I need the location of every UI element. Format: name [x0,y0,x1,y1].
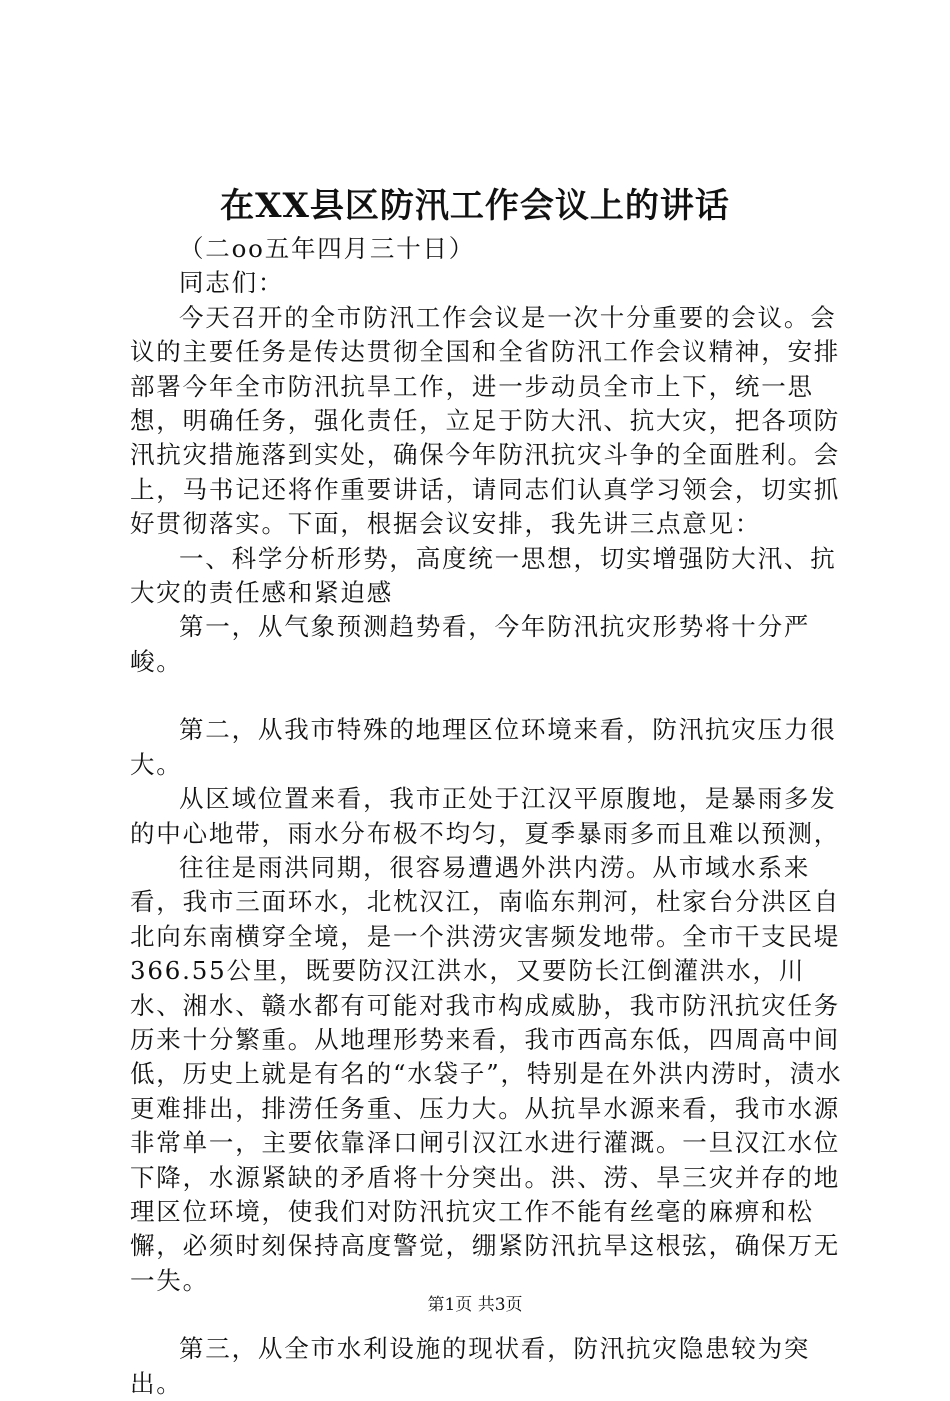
page-footer: 第1页 共3页 [427,1295,523,1315]
salutation: 同志们： [179,268,285,298]
section-heading-1: 一、科学分析形势，高度统一思想，切实增强防大汛、抗大灾的责任感和紧迫感 [130,543,837,608]
paragraph-opening: 今天召开的全市防汛工作会议是一次十分重要的会议。会议的主要任务是传达贯彻全国和全省防汛工作会议精神，安排部署今年全市防汛抗旱工作，进一步动员全市上下，统一思想，明确任务，强化责任，立足于防大汛、抗大灾，把各项防汛抗灾措施落到实处，确保今年防汛抗灾斗争的全面胜利。会上，马书记还将作重要讲话，请同志们认真学习领会，切实抓好贯彻落实。下面，根据会议安排，我先讲三点意见： [130,302,841,539]
paragraph-point-3: 第三，从全市水利设施的现状看，防汛抗灾隐患较为突出。 [130,1334,811,1398]
document-body [130,232,855,1401]
paragraph-region: 从区域位置来看，我市正处于江汉平原腹地，是暴雨多发的中心地带，雨水分布极不均匀，夏季暴雨多而且难以预测， [130,784,841,848]
document-title: 在XX县区防汛工作会议上的讲话 [220,186,730,226]
paragraph-point-2: 第二，从我市特殊的地理区位环境来看，防汛抗灾压力很大。 [130,715,837,779]
paragraph-point-1: 第一，从气象预测趋势看，今年防汛抗灾形势将十分严峻。 [130,612,811,676]
paragraph-water-system: 往往是雨洪同期，很容易遭遇外洪内涝。从市域水系来看，我市三面环水，北枕汉江，南临东荆河，杜家台分洪区自北向东南横穿全境，是一个洪涝灾害频发地带。全市干支民堤366.55公里，既要防汉江洪水，又要防长江倒灌洪水，川水、湘水、赣水都有可能对我市构成威胁，我市防汛抗灾任务历来十分繁重。从地理形势来看，我市西高东低，四周高中间低，历史上就是有名的“水袋子”，特别是在外洪内涝时，渍水更难排出，排涝任务重、压力大。从抗旱水源来看，我市水源非常单一，主要依靠泽口闸引汉江水进行灌溉。一旦汉江水位下降，水源紧缺的矛盾将十分突出。洪、涝、旱三灾并存的地理区位环境，使我们对防汛抗灾工作不能有丝毫的麻痹和松懈，必须时刻保持高度警觉，绷紧防汛抗旱这根弦，确保万无一失。 [130,852,843,1295]
date-line: （二oo五年四月三十日） [179,234,476,263]
